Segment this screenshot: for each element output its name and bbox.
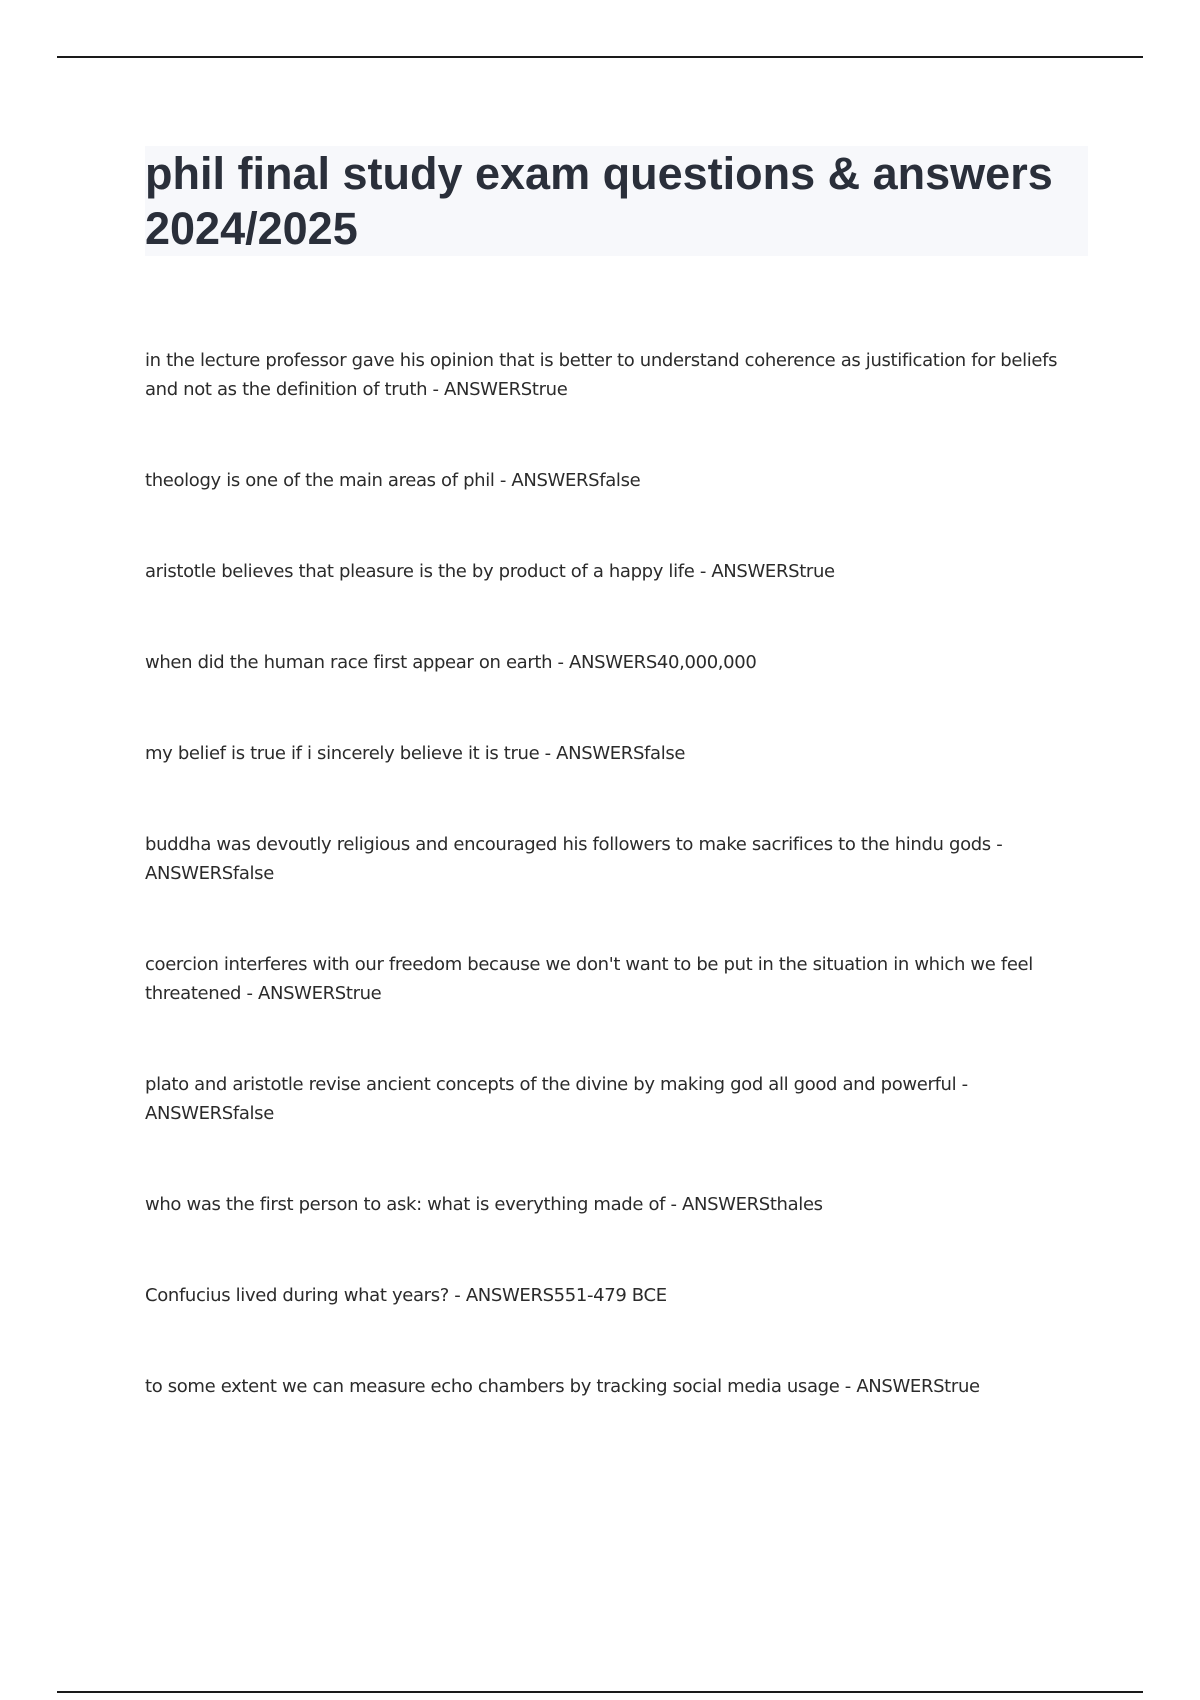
qa-item: in the lecture professor gave his opinion that is better to understand coherence as justification for beliefs and not as the definition of truth - ANSWERStrue	[145, 350, 1058, 400]
qa-item: coercion interferes with our freedom because we don't want to be put in the situation in which we feel threatened - ANSWERStrue	[145, 954, 1033, 1004]
qa-item: Confucius lived during what years? - ANSWERS551-479 BCE	[145, 1285, 667, 1306]
qa-item: plato and aristotle revise ancient concepts of the divine by making god all good and powerful - ANSWERSfalse	[145, 1074, 968, 1124]
qa-item: aristotle believes that pleasure is the by product of a happy life - ANSWERStrue	[145, 561, 835, 582]
qa-item: my belief is true if i sincerely believe it is true - ANSWERSfalse	[145, 743, 686, 764]
qa-item: buddha was devoutly religious and encouraged his followers to make sacrifices to the hindu gods - ANSWERSfalse	[145, 834, 1003, 884]
footer-rule	[57, 1691, 1143, 1693]
qa-list	[145, 346, 1095, 1401]
qa-item: when did the human race first appear on earth - ANSWERS40,000,000	[145, 652, 757, 673]
qa-item: to some extent we can measure echo chambers by tracking social media usage - ANSWERStrue	[145, 1376, 980, 1397]
title-block	[145, 146, 1088, 256]
header-rule	[57, 56, 1143, 58]
qa-item: who was the first person to ask: what is everything made of - ANSWERSthales	[145, 1194, 823, 1215]
qa-item: theology is one of the main areas of phil - ANSWERSfalse	[145, 470, 641, 491]
document-title: phil final study exam questions & answers 2024/2025	[145, 148, 1053, 254]
